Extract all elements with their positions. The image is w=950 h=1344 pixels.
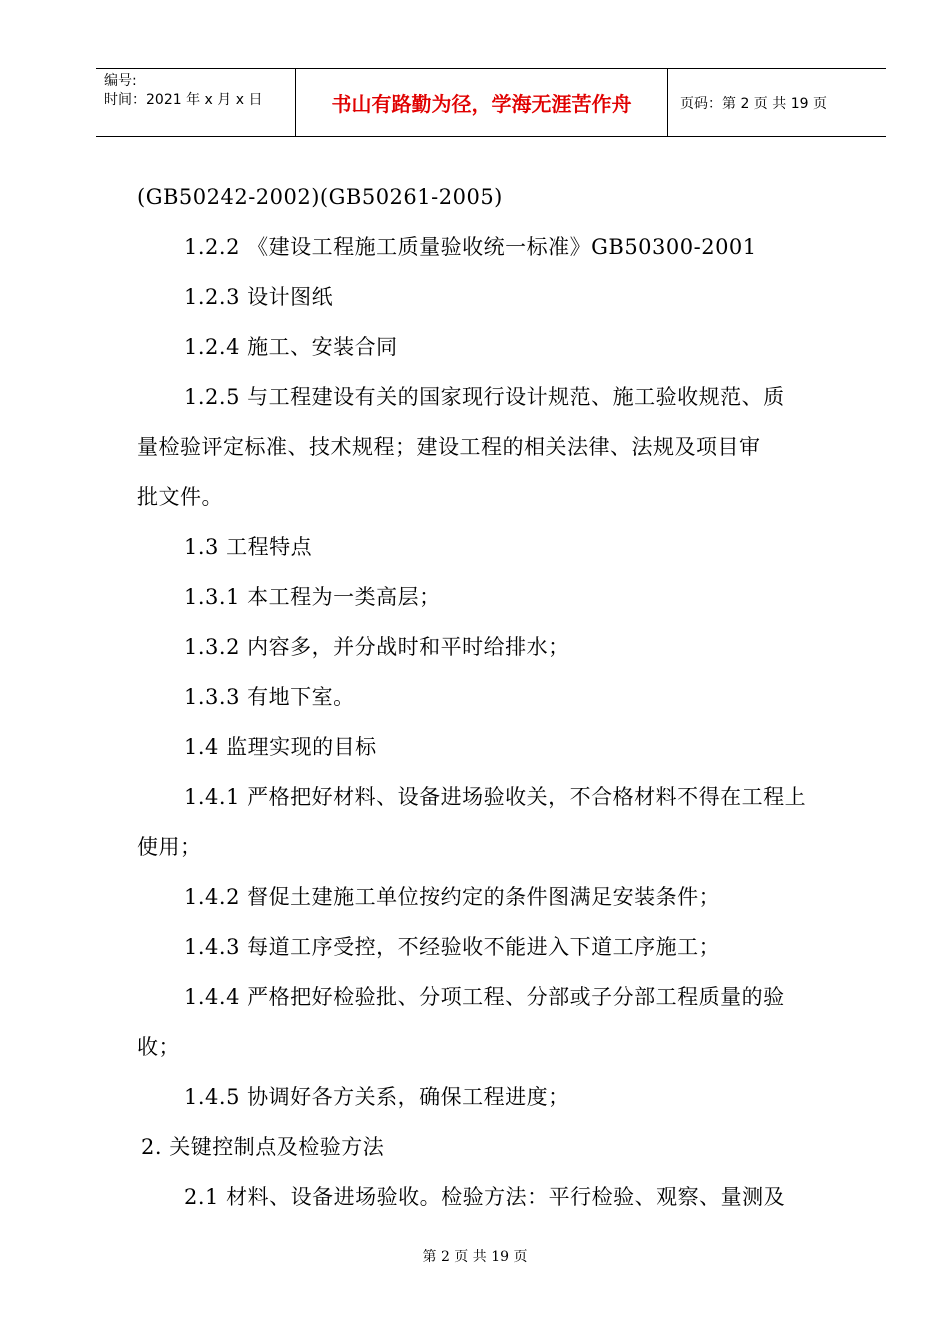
body-line: 收；	[137, 1035, 180, 1059]
body-line: 1.3.3 有地下室。	[184, 685, 355, 709]
header-motto: 书山有路勤为径，学海无涯苦作舟	[296, 69, 668, 136]
body-line: (GB50242-2002)(GB50261-2005)	[137, 185, 503, 209]
body-line: 1.4.3 每道工序受控，不经验收不能进入下道工序施工；	[184, 935, 721, 959]
body-line: 1.2.2 《建设工程施工质量验收统一标准》GB50300-2001	[184, 235, 757, 259]
header-page-info: 页码：第 2 页 共 19 页	[680, 95, 827, 112]
body-line: 1.3.2 内容多，并分战时和平时给排水；	[184, 635, 570, 659]
body-line: 1.3.1 本工程为一类高层；	[184, 585, 441, 609]
body-line: 量检验评定标准、技术规程；建设工程的相关法律、法规及项目审	[137, 435, 761, 459]
section-heading: 1.3 工程特点	[184, 535, 313, 559]
body-line: 1.2.4 施工、安装合同	[184, 335, 398, 359]
body-line: 批文件。	[137, 485, 223, 509]
body-line: 1.2.5 与工程建设有关的国家现行设计规范、施工验收规范、质	[184, 385, 785, 409]
document-number-label: 编号:	[104, 73, 137, 89]
body-line: 2.1 材料、设备进场验收。检验方法：平行检验、观察、量测及	[184, 1185, 786, 1209]
page-footer: 第 2 页 共 19 页	[422, 1249, 528, 1265]
body-line: 1.4.4 严格把好检验批、分项工程、分部或子分部工程质量的验	[184, 985, 785, 1009]
body-line: 使用；	[137, 835, 202, 859]
body-line: 1.4.5 协调好各方关系，确保工程进度；	[184, 1085, 570, 1109]
section-heading: 1.4 监理实现的目标	[184, 735, 377, 759]
document-body	[137, 172, 849, 1222]
page-header	[96, 68, 886, 137]
section-heading: 2. 关键控制点及检验方法	[141, 1135, 385, 1159]
header-meta-cell	[96, 69, 296, 136]
document-time: 时间：2021 年 x 月 x 日	[104, 92, 263, 108]
body-line: 1.4.2 督促土建施工单位按约定的条件图满足安装条件；	[184, 885, 721, 909]
body-line: 1.2.3 设计图纸	[184, 285, 334, 309]
body-line: 1.4.1 严格把好材料、设备进场验收关，不合格材料不得在工程上	[184, 785, 807, 809]
